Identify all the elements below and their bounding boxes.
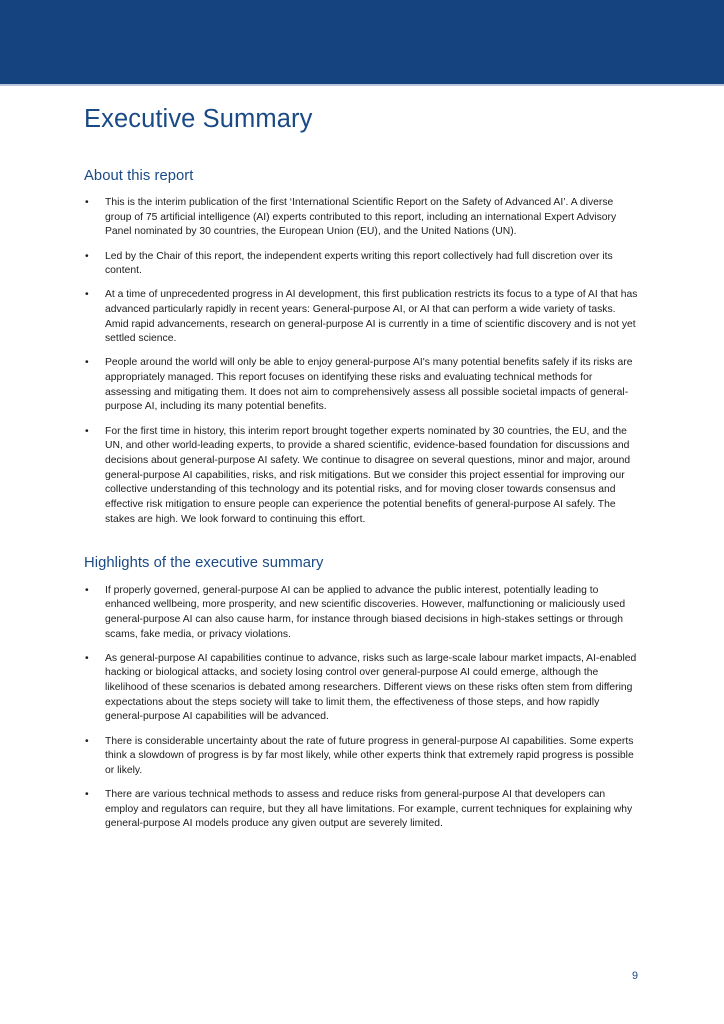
document-page: [0, 86, 724, 1024]
page-number: 9: [631, 970, 638, 982]
section-heading-about-this-report: About this report: [84, 167, 194, 184]
bullet-marker-icon: •: [85, 357, 89, 369]
list-item: [84, 250, 638, 279]
bullet-marker-icon: •: [85, 584, 89, 596]
bullet-marker-icon: •: [85, 735, 89, 747]
list-item-text: For the first time in history, this interim report brought together experts nominated by 30 countries, the EU, and the UN, and other world-leading experts, to provide a shared scientific, evidence-based foundation for discussions and decisions about general-purpose AI safety. We continue to disagree on several questions, minor and major, around general-purpose AI capabilities, risks, and risk mitigations. But we consider this project essential for improving our collective understanding of this technology and its potential risks, and for moving closer towards consensus and effective risk mitigation to ensure people can experience the potential benefits of general-purpose AI safely. The stakes are high. We look forward to continuing this effort.: [105, 425, 631, 525]
list-item-text: At a time of unprecedented progress in AI development, this first publication restricts its focus to a type of AI that has advanced particularly rapidly in recent years: General-purpose AI, or AI that can perform a wide variety of tasks. Amid rapid advancements, research on general-purpose AI is currently in a time of scientific discovery and is not yet settled science.: [105, 289, 638, 345]
list-item: [84, 735, 638, 779]
list-item-text: This is the interim publication of the first ‘International Scientific Report on the Safety of Advanced AI’. A diverse group of 75 artificial intelligence (AI) experts contributed to this report, including an international Expert Advisory Panel nominated by 30 countries, the European Union (EU), and the United Nations (UN).: [105, 197, 617, 238]
page-content: [84, 86, 638, 832]
bullet-marker-icon: •: [85, 425, 89, 437]
list-item: [84, 652, 638, 725]
list-item: [84, 196, 638, 240]
list-item-text: There is considerable uncertainty about the rate of future progress in general-purpose AI capabilities. Some experts think a slowdown of progress is by far most likely, while other experts think that extremely rapid progress is possible or likely.: [105, 735, 634, 776]
bullet-marker-icon: •: [85, 289, 89, 301]
list-item: [84, 425, 638, 528]
bullet-marker-icon: •: [85, 789, 89, 801]
header-decorative-band: [0, 0, 724, 84]
bullet-marker-icon: •: [85, 652, 89, 664]
list-item-text: If properly governed, general-purpose AI can be applied to advance the public interest, potentially leading to enhanced wellbeing, more prosperity, and new scientific discoveries. However, malfunctioning or maliciously used general-purpose AI can also cause harm, for instance through biased decisions in high-stakes settings or through scams, fake media, or privacy violations.: [105, 584, 626, 640]
list-item: [84, 288, 638, 347]
list-item-text: As general-purpose AI capabilities continue to advance, risks such as large-scale labour market impacts, AI-enabled hacking or biological attacks, and society losing control over general-purpose AI could emerge, although the likelihood of these scenarios is debated among researchers. Different views on these risks often stem from differing expectations about the steps society will take to limit them, the effectiveness of those steps, and how rapidly general-purpose AI capabilities will be advanced.: [105, 652, 637, 723]
bullet-list-about-this-report: [84, 196, 638, 527]
list-item-text: People around the world will only be able to enjoy general-purpose AI's many potential benefits safely if its risks are appropriately managed. This report focuses on identifying these risks and evaluating technical methods for assessing and mitigating them. It does not aim to comprehensively assess all possible societal impacts of general-purpose AI, including its many potential benefits.: [105, 357, 633, 413]
bullet-list-highlights: [84, 584, 638, 832]
list-item: [84, 356, 638, 415]
bullet-marker-icon: •: [85, 250, 89, 262]
list-item: [84, 584, 638, 643]
bullet-marker-icon: •: [85, 197, 89, 209]
section-heading-highlights-of-the-executive-summary: Highlights of the executive summary: [84, 555, 324, 572]
list-item-text: Led by the Chair of this report, the independent experts writing this report collectively had full discretion over its content.: [105, 250, 613, 277]
list-item: [84, 788, 638, 832]
list-item-text: There are various technical methods to assess and reduce risks from general-purpose AI that developers can employ and regulators can require, but they all have limitations. For example, current techniques for explaining why general-purpose AI models produce any given output are severely limited.: [105, 789, 633, 830]
page-title: Executive Summary: [84, 105, 313, 133]
